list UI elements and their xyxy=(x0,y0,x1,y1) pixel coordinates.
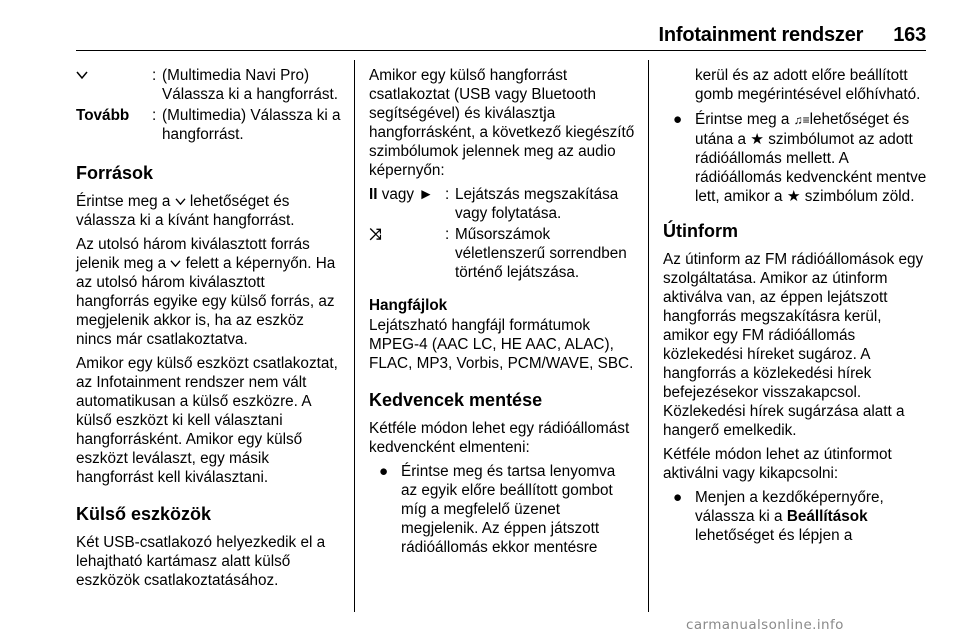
shuffle-icon: ⤨ xyxy=(369,226,382,243)
heading-kedvencek-mentese: Kedvencek mentése xyxy=(369,390,543,410)
chevron-down-icon xyxy=(170,259,181,268)
paragraph: Az útinform az FM rádióállomások egy szolgáltatása. Amikor az útinform aktiválva van, az éppen lejátszott hangforrás megszakításra kerül, amikor egy FM rádióállomás közlekedési híreket sugároz. A hangforrás a közlekedési hírek befejezésekor visszakapcsol. Közlekedési hírek sugárzása alatt a hangerő emelkedik. xyxy=(663,251,924,439)
column-divider-2 xyxy=(648,60,649,612)
page-header xyxy=(600,24,926,47)
heading-utinform: Útinform xyxy=(663,221,738,241)
column-3 xyxy=(663,66,927,551)
def-description: (Multimedia Navi Pro) Válassza ki a hangforrást. xyxy=(162,67,339,103)
list-item-text: Érintse meg és tartsa lenyomva az egyik előre beállított gombot míg a megfelelő üzenet megjelenik. Az éppen játszott rádióállomás ekkor mentésre xyxy=(401,463,616,556)
column-2 xyxy=(369,66,635,563)
heading-kulso-eszkozok: Külső eszközök xyxy=(76,504,212,524)
heading-hangfajlok: Hangfájlok xyxy=(369,297,448,314)
paragraph: Amikor egy külső hangforrást csatlakoztat (USB vagy Bluetooth segítségével) és kiválasztja hangforrásként, a következő kiegészítő szimbólumok jelennek meg az audio képernyőn: xyxy=(369,67,635,179)
bullet-list xyxy=(369,462,635,557)
def-description: (Multimedia) Válassza ki a hangforrást. xyxy=(162,107,341,143)
chevron-down-icon xyxy=(175,197,186,206)
def-separator: : xyxy=(445,186,450,203)
watermark: carmanualsonline.info xyxy=(686,617,844,633)
list-item xyxy=(663,488,927,545)
paragraph: Kétféle módon lehet az útinformot aktiválni vagy kikapcsolni: xyxy=(663,446,892,482)
def-term-tovabb: Tovább xyxy=(76,107,130,124)
def-separator: : xyxy=(445,226,450,243)
paragraph: Lejátszható hangfájl formátumok MPEG-4 (AAC LC, HE AAC, ALAC), FLAC, MP3, Vorbis, PCM/WAVE, SBC. xyxy=(369,317,634,372)
paragraph: Kétféle módon lehet egy rádióállomást kedvencként elmenteni: xyxy=(369,420,630,456)
page-number: 163 xyxy=(893,24,926,46)
pause-icon: II xyxy=(369,186,378,203)
play-icon: ► xyxy=(418,186,434,203)
bullet-dot: ● xyxy=(673,111,683,128)
list-item xyxy=(369,462,635,557)
header-rule xyxy=(76,50,926,51)
def-description: Műsorszámok véletlenszerű sorrendben történő lejátszása. xyxy=(455,226,627,281)
def-separator: : xyxy=(152,107,157,124)
bullet-dot: ● xyxy=(379,463,389,480)
source-definitions xyxy=(76,66,342,144)
chevron-down-icon xyxy=(76,66,152,106)
heading-forrasok: Források xyxy=(76,163,154,183)
def-separator: : xyxy=(152,67,157,84)
bullet-dot: ● xyxy=(673,489,683,506)
paragraph: Két USB-csatlakozó helyezkedik el a lehajtható kartámasz alatt külső eszközök csatlakoztatásához. xyxy=(76,534,326,589)
list-item xyxy=(663,110,927,206)
column-1 xyxy=(76,66,342,595)
list-item-text: kerül és az adott előre beállított gomb megérintésével előhívható. xyxy=(695,67,921,103)
pause-play-term: II vagy ► xyxy=(369,186,434,203)
favourites-list-icon: ♫≡ xyxy=(793,113,810,127)
header-title: Infotainment rendszer xyxy=(658,24,864,46)
symbol-definitions xyxy=(369,185,635,282)
settings-label: Beállítások xyxy=(786,508,868,525)
list-item-text: Érintse meg a ♫≡lehetőséget és utána a ★ szimbólumot az adott rádióállomás mellett. A rádióállomás kedvencként mentve lett, amikor a ★ szimbólum zöld. xyxy=(695,111,927,205)
column-divider-1 xyxy=(354,60,355,612)
def-description: Lejátszás megszakítása vagy folytatása. xyxy=(455,186,619,222)
paragraph: Amikor egy külső eszközt csatlakoztat, az Infotainment rendszer nem vált automatikusan a külső eszközre. A külső eszközt ki kell választani hangforrásként. Amikor egy külső eszközt leválaszt, egy másik hangforrást kell kiválasztani. xyxy=(76,355,338,486)
star-icon: ★ xyxy=(750,131,765,148)
paragraph: Érintse meg a lehetőséget és válassza ki a kívánt hangforrást. xyxy=(76,193,295,229)
list-item-continued xyxy=(663,66,927,104)
list-item-text: Menjen a kezdőképernyőre, válassza ki a Beállítások lehetőséget és lépjen a xyxy=(695,489,884,544)
star-icon: ★ xyxy=(786,188,801,205)
paragraph: Az utolsó három kiválasztott forrás jelenik meg a felett a képernyőn. Ha az utolsó három kiválasztott hangforrás egyike egy külső forrás, az megjelenik akkor is, ha az eszköz nincs már csatlakoztatva. xyxy=(76,236,336,348)
